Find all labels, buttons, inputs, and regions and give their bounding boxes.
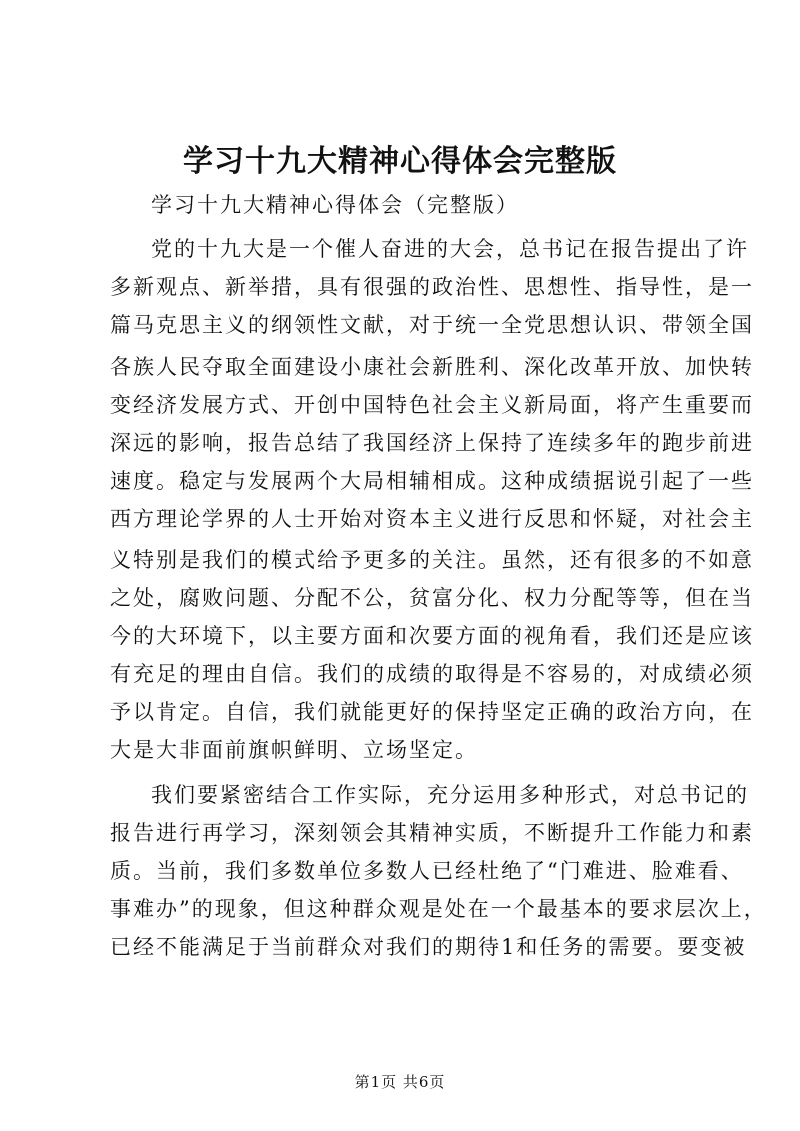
paragraph-line: 事难办”的现象，但这种群众观是处在一个最基本的要求层次上， [110,897,767,921]
paragraph-line: 速度。稳定与发展两个大局相辅相成。这种成绩据说引起了一些 [110,469,754,493]
paragraph-line: 篇马克思主义的纲领性文献，对于统一全党思想认识、带领全国 [110,313,754,337]
paragraph-line: 党的十九大是一个催人奋进的大会，总书记在报告提出了许 [151,237,749,261]
paragraph-line: 有充足的理由自信。我们的成绩的取得是不容易的，对成绩必须 [110,662,754,686]
page-footer: 第1页 共6页 [354,1073,446,1091]
paragraph-line: 之处，腐败问题、分配不公，贫富分化、权力分配等等，但在当 [110,586,754,610]
paragraph-line: 变经济发展方式、开创中国特色社会主义新局面，将产生重要而 [110,393,754,417]
paragraph-line: 大是大非面前旗帜鲜明、立场坚定。 [110,738,478,762]
paragraph-line: 义特别是我们的模式给予更多的关注。虽然，还有很多的不如意 [110,548,754,572]
paragraph-line: 今的大环境下，以主要方面和次要方面的视角看，我们还是应该 [110,624,754,648]
paragraph-line: 报告进行再学习，深刻领会其精神实质，不断提升工作能力和素 [110,821,754,845]
paragraph-line: 我们要紧密结合工作实际，充分运用多种形式，对总书记的 [151,783,749,807]
paragraph-line: 深远的影响，报告总结了我国经济上保持了连续多年的跑步前进 [110,431,754,455]
paragraph-line: 质。当前，我们多数单位多数人已经杜绝了“门难进、脸难看、 [110,859,744,883]
paragraph-line: 各族人民夺取全面建设小康社会新胜利、深化改革开放、加快转 [110,355,754,379]
paragraph-line: 予以肯定。自信，我们就能更好的保持坚定正确的政治方向，在 [110,700,754,724]
paragraph-line: 已经不能满足于当前群众对我们的期待1和任务的需要。要变被 [110,935,747,959]
document-title: 学习十九大精神心得体会完整版 [183,144,617,179]
paragraph-line: 多新观点、新举措，具有很强的政治性、思想性、指导性，是一 [110,275,754,299]
subtitle-line: 学习十九大精神心得体会（完整版） [151,193,519,217]
paragraph-line: 西方理论学界的人士开始对资本主义进行反思和怀疑，对社会主 [110,507,754,531]
